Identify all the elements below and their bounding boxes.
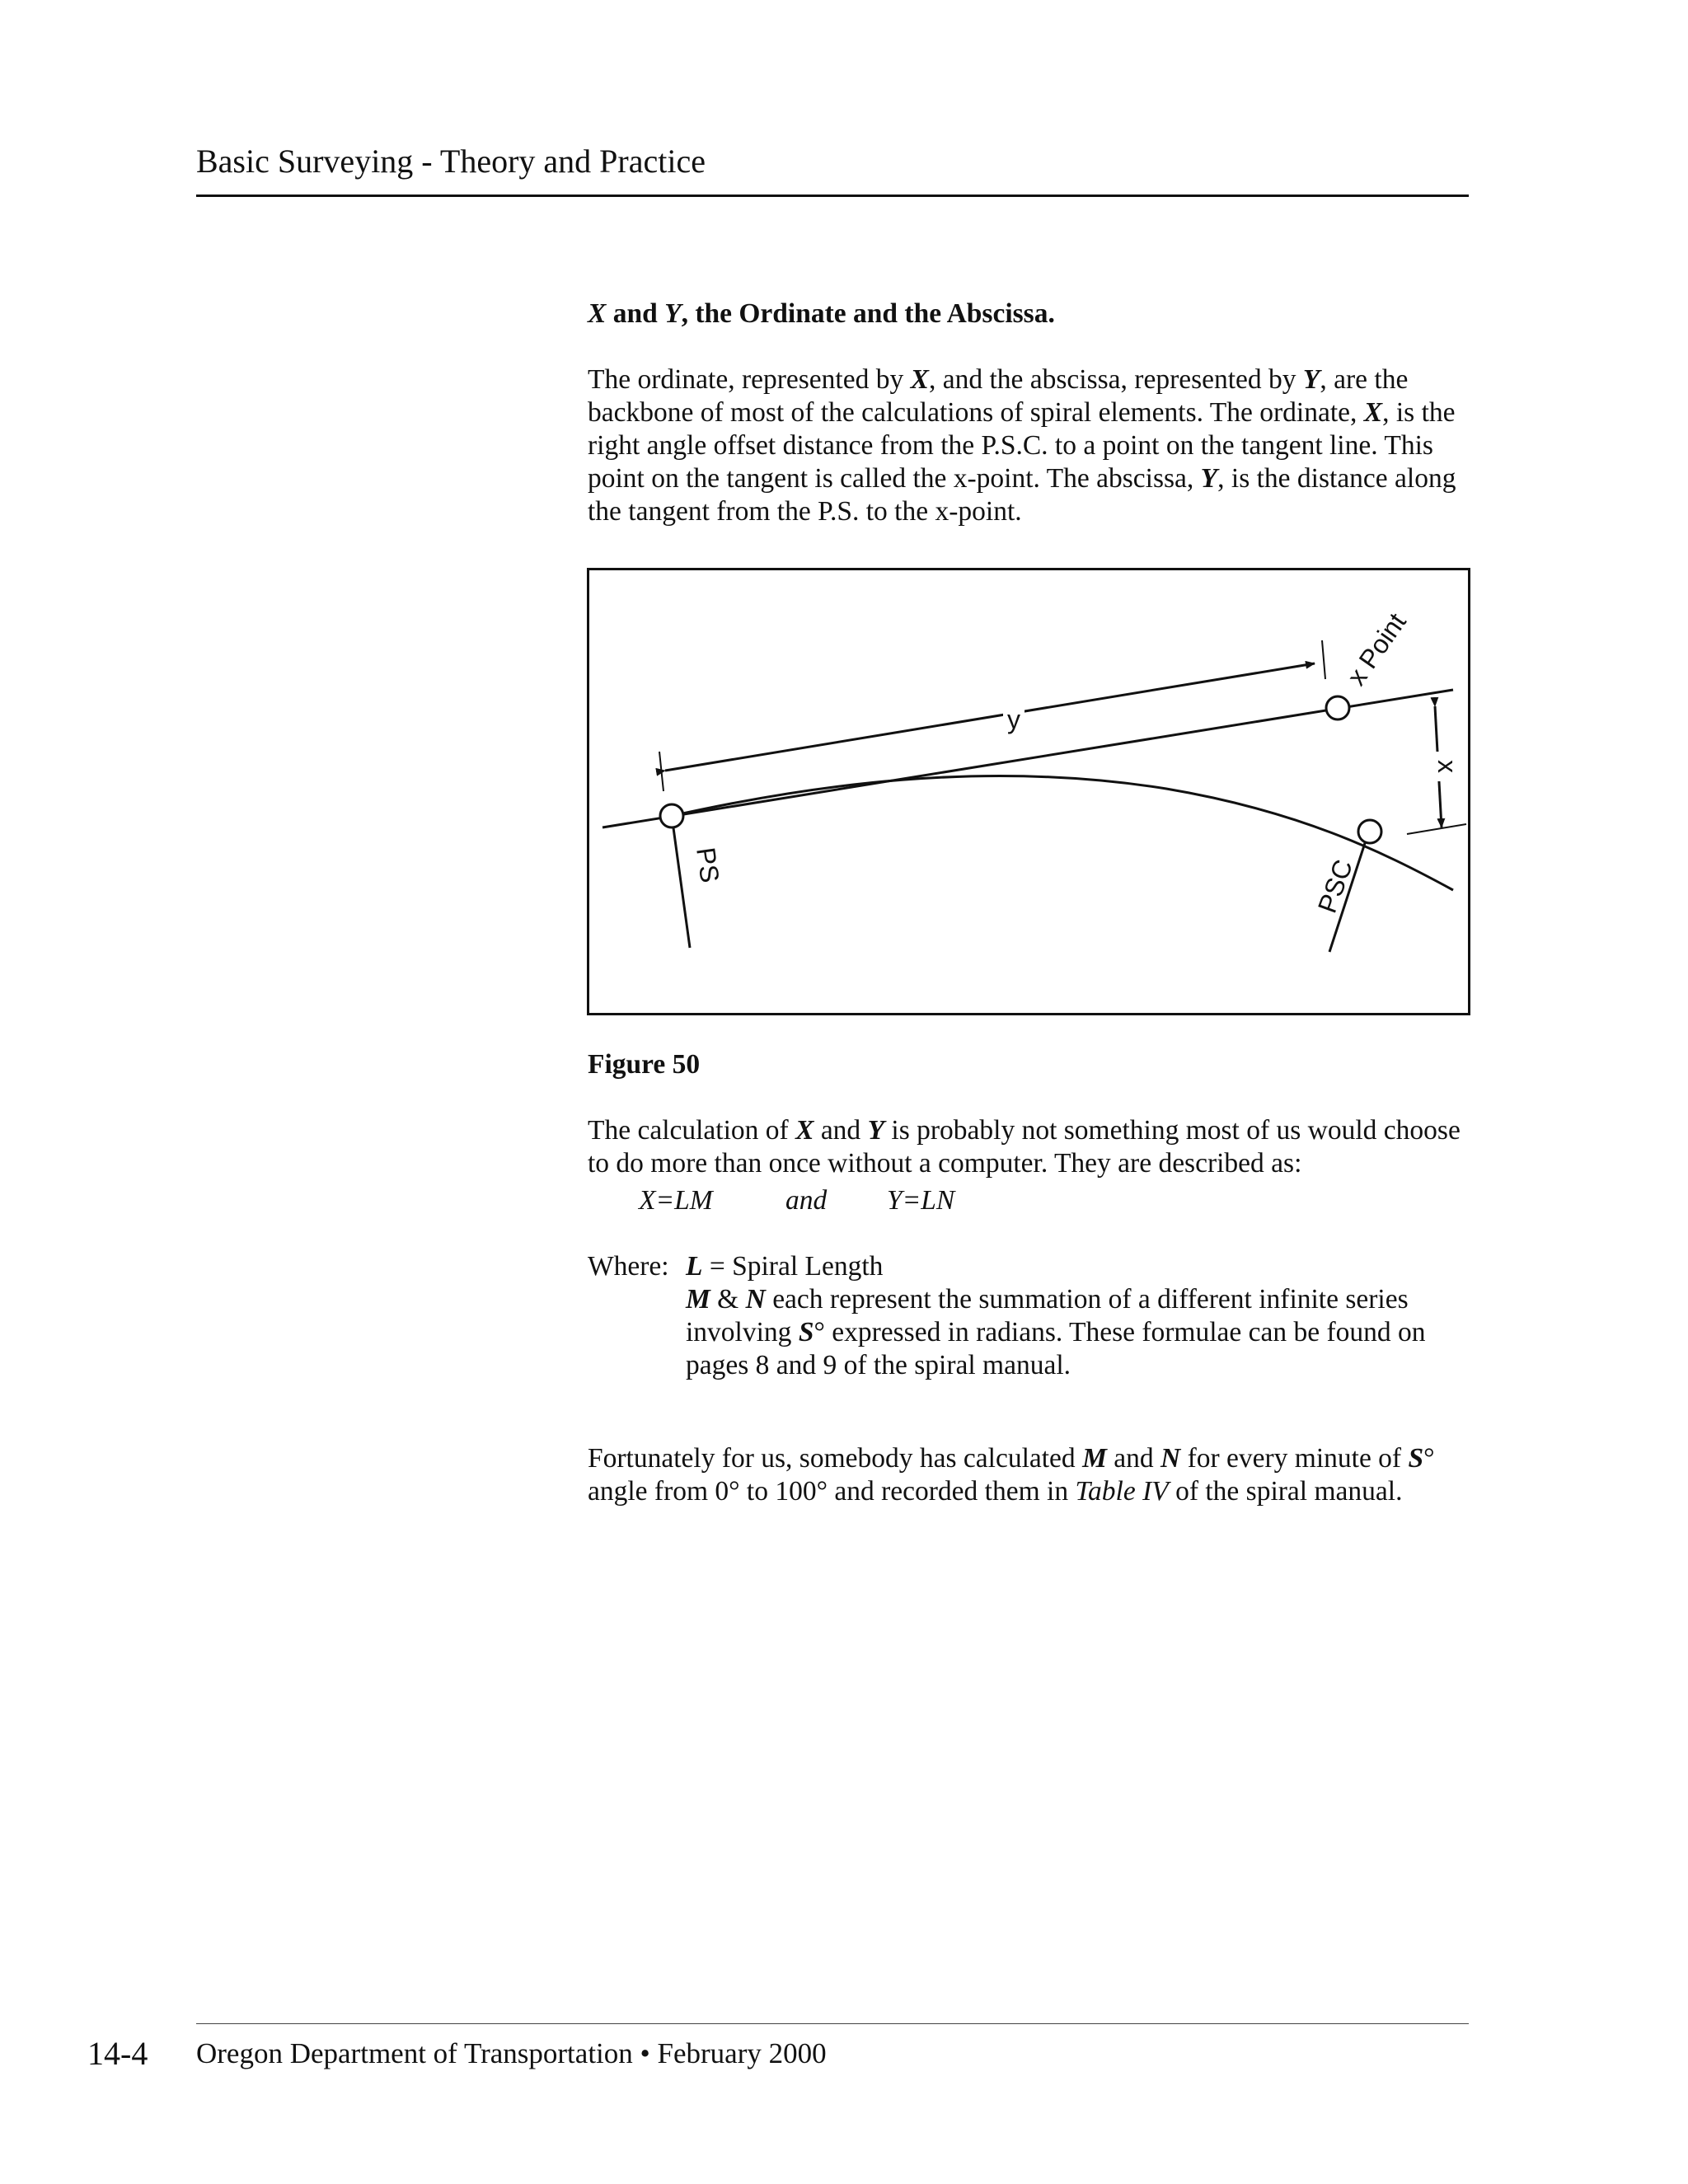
- psc-label: PSC: [1311, 855, 1359, 917]
- page-number: 14-4: [87, 2035, 148, 2072]
- ps-label: PS: [691, 845, 725, 885]
- where-l: L: [686, 1251, 703, 1282]
- formula-and: and: [785, 1185, 828, 1216]
- y-label: y: [1007, 705, 1020, 734]
- p2-text-2: and: [814, 1114, 868, 1146]
- spiral-diagram: [589, 570, 1468, 1013]
- p3-text-2: and: [1106, 1442, 1160, 1474]
- x-label: x: [1432, 760, 1462, 773]
- footer-text: Oregon Department of Transportation • February 2000: [196, 2037, 827, 2069]
- psc-point: [1358, 820, 1381, 843]
- p1-text-2: , and the abscissa, represented by: [928, 363, 1303, 395]
- p1-x: X: [910, 363, 929, 395]
- ps-point: [660, 804, 683, 827]
- p2-text-3: is probably not something most of us would choose to do more than once without a computer. They are described as:: [588, 1114, 1461, 1179]
- where-mn-text-1: each represent the summation of a different infinite series involving: [686, 1284, 1409, 1347]
- where-mn-text-2: expressed in radians. These formulae can be found on pages 8 and 9 of the spiral manual.: [686, 1317, 1426, 1380]
- p2-y: Y: [867, 1114, 885, 1146]
- p1-x2: X: [1363, 396, 1383, 428]
- where-s: S: [798, 1317, 814, 1347]
- where-l-definition: [686, 1250, 1477, 1283]
- p2-x: X: [795, 1114, 814, 1146]
- where-n: N: [745, 1284, 766, 1315]
- p2-text-1: The calculation of: [588, 1114, 796, 1146]
- ps-extension-tick: [659, 752, 663, 791]
- p3-text-1: Fortunately for us, somebody has calculated: [588, 1442, 1083, 1474]
- section-title: [588, 298, 1474, 330]
- p1-text-4: , is the right angle offset distance from the P.S.C. to a point on the tangent line. This point on the tangent is called the x-point. The abscissa,: [588, 396, 1456, 494]
- x-point-marker: [1326, 696, 1349, 719]
- p1-text-1: The ordinate, represented by: [588, 363, 911, 395]
- p1-y: Y: [1302, 363, 1320, 395]
- p1-text-5: , is the distance along the tangent from the P.S. to the x-point.: [588, 462, 1456, 527]
- p3-s: S: [1408, 1442, 1424, 1474]
- title-rest: , the Ordinate and the Abscissa.: [681, 298, 1055, 329]
- header-rule: [196, 194, 1469, 197]
- xpoint-extension-tick: [1322, 640, 1325, 679]
- where-amp: &: [710, 1284, 746, 1315]
- title-x: X: [588, 298, 607, 329]
- formula-y: Y=LN: [887, 1185, 955, 1216]
- footer-rule: [196, 2023, 1469, 2024]
- figure-caption: Figure 50: [588, 1048, 701, 1080]
- paragraph-table-iv: [588, 1442, 1474, 1508]
- figure-50-diagram: [587, 568, 1470, 1015]
- p1-y2: Y: [1200, 462, 1218, 494]
- ps-leader: [672, 816, 690, 948]
- p3-n: N: [1160, 1442, 1181, 1474]
- psc-extension-tick: [1407, 824, 1466, 834]
- where-degree: °: [814, 1317, 825, 1347]
- where-mn-definition: [686, 1283, 1477, 1382]
- running-head: Basic Surveying - Theory and Practice: [196, 143, 706, 180]
- formula-x: X=LM: [639, 1185, 713, 1216]
- p3-m: M: [1082, 1442, 1107, 1474]
- y-dimension-line: [665, 663, 1315, 771]
- paragraph-ordinate-abscissa: [588, 363, 1474, 528]
- p3-text-4: ° angle from 0° to 100° and recorded them in: [588, 1442, 1435, 1507]
- paragraph-calculation: [588, 1114, 1474, 1180]
- where-label: Where:: [588, 1251, 669, 1282]
- where-l-text: = Spiral Length: [702, 1251, 884, 1282]
- x-point-label: x Point: [1341, 607, 1412, 691]
- p3-text-3: for every minute of: [1180, 1442, 1409, 1474]
- title-and: and: [606, 298, 665, 329]
- where-m: M: [686, 1284, 710, 1315]
- title-y: Y: [664, 298, 682, 329]
- p3-text-5: of the spiral manual.: [1168, 1475, 1403, 1507]
- p1-text-3: , are the backbone of most of the calculations of spiral elements. The ordinate,: [588, 363, 1409, 428]
- p3-table-ref: Table IV: [1075, 1475, 1169, 1507]
